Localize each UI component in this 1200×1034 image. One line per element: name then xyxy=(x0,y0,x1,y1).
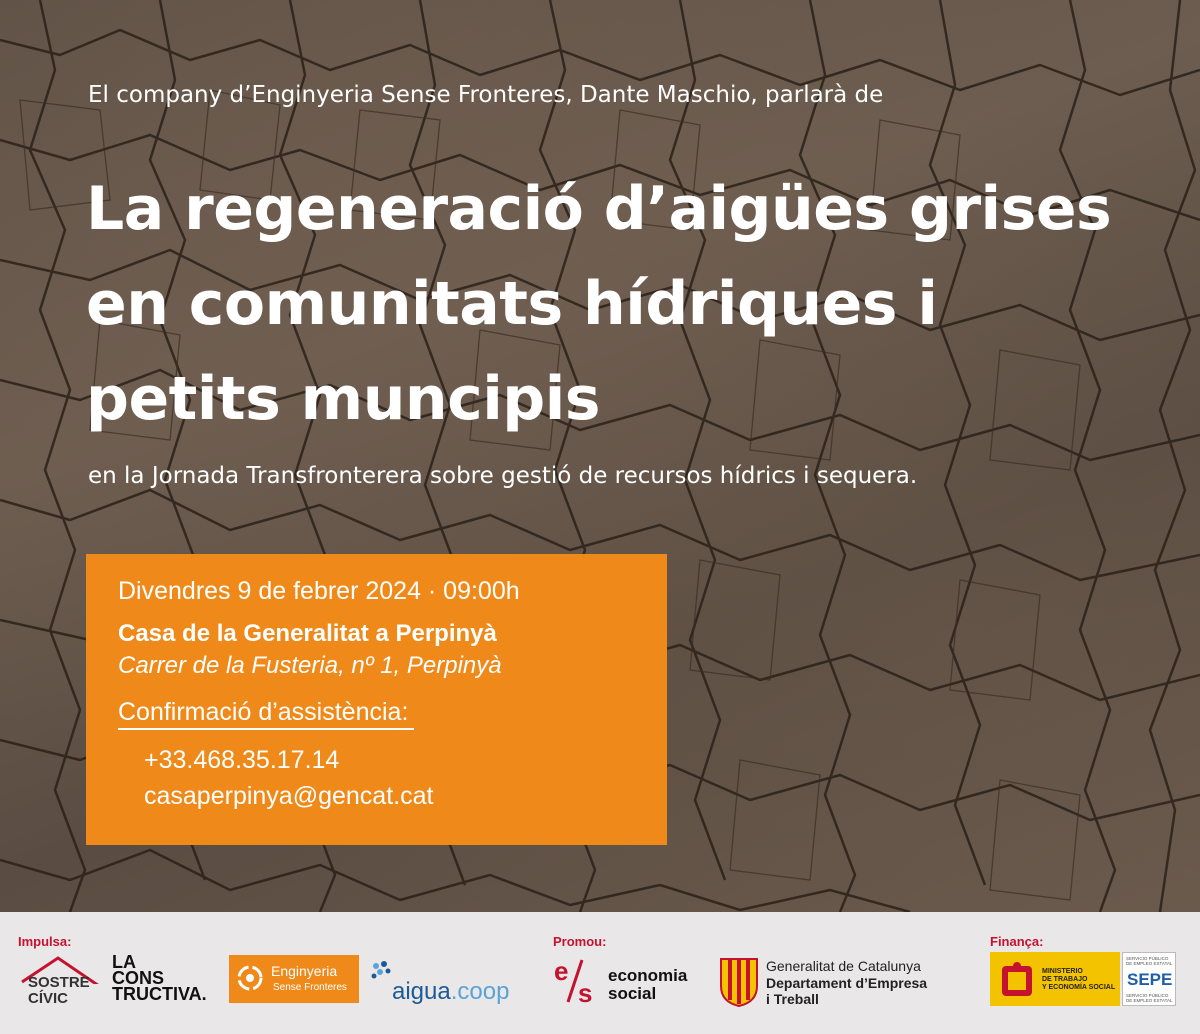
title-line: La regeneració d’aigües grises xyxy=(86,174,1112,244)
sostre-civic-logo: SOSTRE CÍVIC xyxy=(18,954,108,1004)
swirl-icon xyxy=(235,963,265,993)
coat-of-arms-icon xyxy=(998,960,1036,1000)
event-subtitle: en la Jornada Transfronterera sobre gestió de recursos hídrics i sequera. xyxy=(88,463,918,489)
es-mark-icon xyxy=(552,956,604,1006)
event-venue: Casa de la Generalitat a Perpinyà xyxy=(118,620,497,647)
event-date: Divendres 9 de febrer 2024 · 09:00h xyxy=(118,577,520,605)
sepe-logo: SERVICIO PÚBLICO DE EMPLEO ESTATAL SEPE SERVICIO PÚBLICO DE EMPLEO ESTATAL xyxy=(1122,952,1176,1006)
title-line: en comunitats hídriques i xyxy=(86,269,938,339)
svg-text:s: s xyxy=(578,978,593,1006)
contact-phone[interactable]: +33.468.35.17.14 xyxy=(144,746,340,774)
economia-social-logo: e s economia social xyxy=(554,956,688,1006)
talk-title xyxy=(86,162,1166,447)
title-line: petits muncipis xyxy=(86,364,600,434)
svg-text:e: e xyxy=(554,956,569,986)
financa-label: Finança: xyxy=(990,934,1044,949)
contact-email[interactable]: casaperpinya@gencat.cat xyxy=(144,782,434,810)
senyera-shield-icon xyxy=(718,956,760,1008)
impulsa-label: Impulsa: xyxy=(18,934,72,949)
rsvp-label: Confirmació d’assistència: xyxy=(118,696,414,730)
generalitat-logo: Generalitat de Catalunya Departament d’Empresa i Treball xyxy=(718,956,978,1010)
aigua-coop-logo: aigua.coop xyxy=(368,958,518,1004)
intro-text: El company d’Enginyeria Sense Fronteres, Dante Maschio, parlarà de xyxy=(88,82,884,108)
event-address: Carrer de la Fusteria, nº 1, Perpinyà xyxy=(118,652,502,679)
esf-logo: Enginyeria Sense Fronteres xyxy=(229,955,359,1003)
la-constructiva-logo: LA CONS TRUCTIVA. xyxy=(112,952,207,1004)
ministerio-trabajo-logo: MINISTERIO DE TRABAJO Y ECONOMÍA SOCIAL xyxy=(990,952,1120,1006)
promou-label: Promou: xyxy=(553,934,607,949)
event-info-box xyxy=(86,554,667,845)
sponsors-footer xyxy=(0,912,1200,1034)
